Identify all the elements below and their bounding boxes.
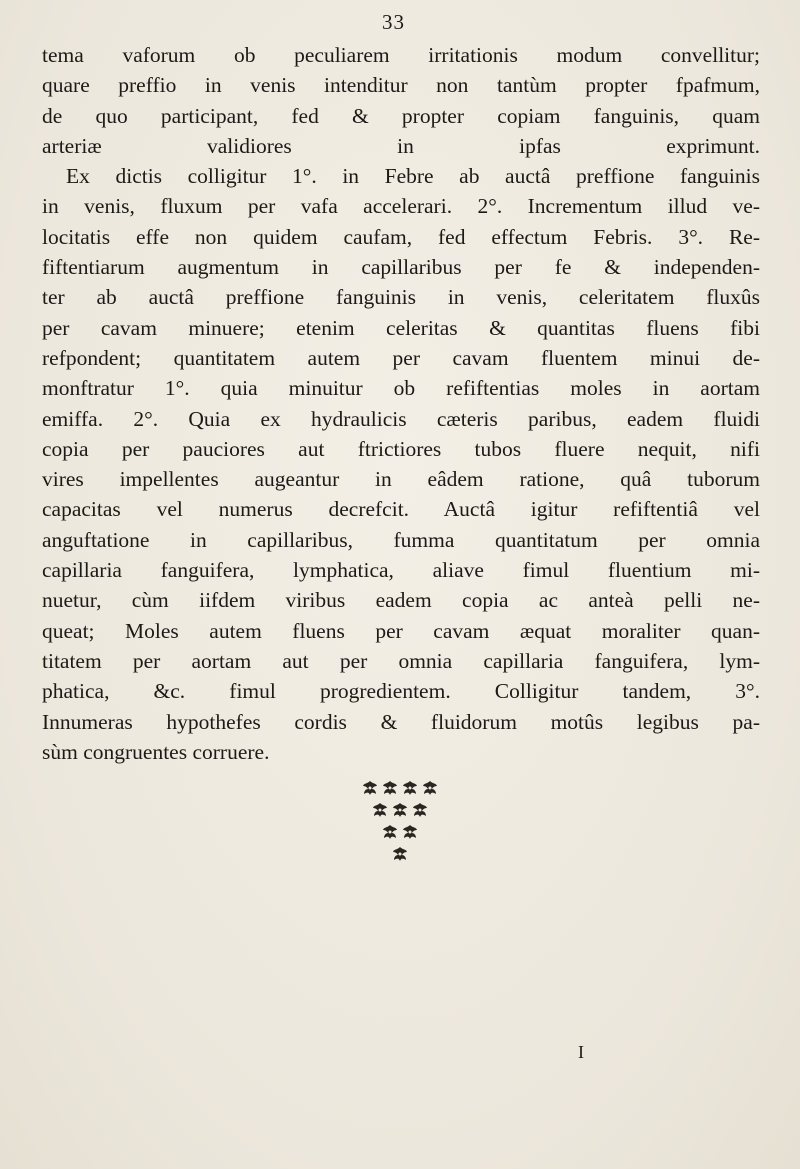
text-line: queat; Moles autem fluens per cavam æquat moraliter quan- (42, 618, 760, 643)
fleuron-icon (381, 780, 399, 796)
page-number: 33 (382, 10, 405, 34)
text-line: capillaria fanguifera, lymphatica, aliave fimul fluentium mi- (42, 558, 760, 583)
text-line: emiffa. 2°. Quia ex hydraulicis cæteris paribus, eadem fluidi (42, 406, 760, 431)
text-line: monftratur 1°. quia minuitur ob refiftentias moles in aortam (42, 376, 760, 401)
catchword: I (578, 1042, 584, 1062)
text-line: nuetur, cùm iifdem viribus eadem copia ac anteà pelli ne- (42, 588, 760, 613)
ornament-row (0, 824, 800, 840)
body-text (42, 40, 760, 767)
fleuron-icon (391, 802, 409, 818)
text-line: capacitas vel numerus decrefcit. Auctâ igitur refiftentiâ vel (42, 497, 760, 522)
text-line: Ex dictis colligitur 1°. in Febre ab auctâ preffione fanguinis (66, 164, 760, 189)
fleuron-icon (381, 824, 399, 840)
ornament-row (0, 780, 800, 796)
fleuron-icon (421, 780, 439, 796)
text-line: copia per pauciores aut ftrictiores tubos fluere nequit, nifi (42, 436, 760, 461)
text-line: per cavam minuere; etenim celeritas & quantitas fluens fibi (42, 315, 760, 340)
ornament-row (0, 802, 800, 818)
text-line: titatem per aortam aut per omnia capillaria fanguifera, lym- (42, 648, 760, 673)
text-line: tema vaforum ob peculiarem irritationis modum convellitur; (42, 43, 760, 67)
text-line: fiftentiarum augmentum in capillaribus per fe & independen- (42, 255, 760, 280)
text-line: refpondent; quantitatem autem per cavam fluentem minui de- (42, 345, 760, 370)
text-line: in venis, fluxum per vafa accelerari. 2°. Incrementum illud ve- (42, 194, 760, 219)
fleuron-icon (391, 846, 409, 862)
text-line: arteriæ validiores in ipfas exprimunt. (42, 133, 760, 158)
fleuron-ornament (0, 780, 800, 862)
text-line: anguftatione in capillaribus, fumma quantitatum per omnia (42, 527, 760, 552)
text-line: Innumeras hypothefes cordis & fluidorum motûs legibus pa- (42, 709, 760, 734)
fleuron-icon (401, 824, 419, 840)
ornament-row (0, 846, 800, 862)
fleuron-icon (411, 802, 429, 818)
text-line: phatica, &c. fimul progredientem. Colligitur tandem, 3°. (42, 679, 760, 704)
text-line: ter ab auctâ preffione fanguinis in venis, celeritatem fluxûs (42, 285, 760, 310)
text-line: quare preffio in venis intenditur non tantùm propter fpafmum, (42, 73, 760, 98)
fleuron-icon (361, 780, 379, 796)
text-line: vires impellentes augeantur in eâdem ratione, quâ tuborum (42, 467, 760, 492)
text-line: sùm congruentes corruere. (42, 739, 270, 764)
fleuron-icon (371, 802, 389, 818)
text-line: de quo participant, fed & propter copiam fanguinis, quam (42, 103, 760, 128)
fleuron-icon (401, 780, 419, 796)
text-line: locitatis effe non quidem caufam, fed effectum Febris. 3°. Re- (42, 224, 760, 249)
